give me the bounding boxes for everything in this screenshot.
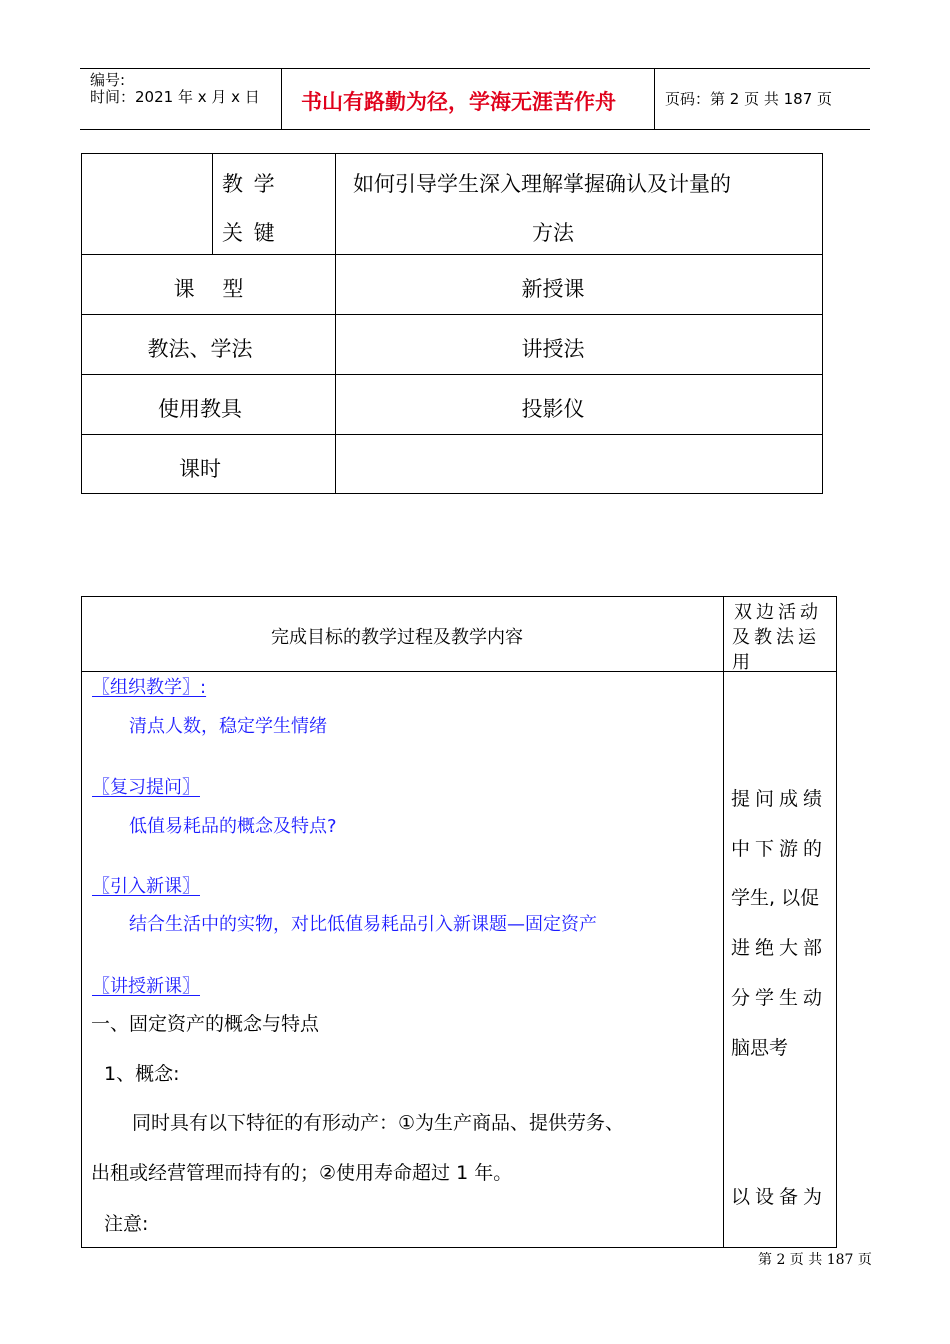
section-intro-text: 结合生活中的实物，对比低值易耗品引入新课题—固定资产: [129, 914, 597, 935]
header-divider-1: [281, 68, 282, 129]
method-label: 教法、学法: [147, 337, 253, 361]
table1-rule: [82, 254, 822, 255]
content-note: 注意:: [104, 1213, 149, 1235]
process-column-header: 完成目标的教学过程及教学内容: [271, 627, 523, 648]
side-note-line: 中下游的: [731, 838, 828, 860]
activity-header-line1: 双边活动: [734, 602, 822, 623]
activity-header-line2: 及教法运: [732, 627, 820, 648]
content-paragraph-line1: 同时具有以下特征的有形动产：①为生产商品、提供劳务、: [132, 1112, 625, 1134]
section-intro-title: 〖引入新课〗: [92, 876, 200, 897]
header-code-label: 编号:: [90, 71, 126, 89]
key-label-line2: 关 键: [222, 221, 277, 245]
section-organize-title: 〖组织教学〗:: [92, 677, 207, 698]
key-value-line1: 如何引导学生深入理解掌握确认及计量的: [353, 172, 731, 196]
side-note-line: 脑思考: [731, 1037, 789, 1059]
header-page-info: 页码：第 2 页 共 187 页: [665, 90, 833, 108]
header-time-label: 时间：2021 年 x 月 x 日: [90, 88, 260, 106]
header-divider-2: [654, 68, 655, 129]
side-note-line: 提问成绩: [731, 788, 828, 810]
content-heading-1: 一、固定资产的概念与特点: [91, 1013, 320, 1035]
section-organize-text: 清点人数，稳定学生情绪: [129, 716, 327, 737]
section-review-text: 低值易耗品的概念及特点?: [129, 816, 337, 837]
header-bottom-rule: [80, 129, 870, 130]
side-note-line: 学生, 以促: [731, 887, 820, 909]
side-note-line: 分学生动: [731, 987, 828, 1009]
table1-rule: [212, 154, 213, 254]
table1-rule: [82, 434, 822, 435]
content-paragraph-line2: 出租或经营管理而持有的；②使用寿命超过 1 年。: [91, 1162, 513, 1184]
content-subheading-1: 1、概念:: [104, 1063, 180, 1085]
tools-label: 使用教具: [158, 397, 242, 421]
lesson-info-table: [81, 153, 823, 494]
teaching-process-table: [81, 596, 837, 1248]
table2-rule: [723, 597, 724, 1247]
side-note-line: 进绝大部: [731, 937, 828, 959]
header-motto: 书山有路勤为径，学海无涯苦作舟: [301, 89, 616, 114]
key-value-line2: 方法: [532, 221, 574, 245]
hours-label: 课时: [179, 457, 221, 481]
section-teach-title: 〖讲授新课〗: [92, 976, 200, 997]
lesson-type-value: 新授课: [521, 277, 585, 301]
page-footer: 第 2 页 共 187 页: [758, 1252, 872, 1268]
key-label-line1: 教 学: [222, 172, 277, 196]
header-top-rule: [80, 68, 870, 69]
table1-rule: [82, 374, 822, 375]
section-review-title: 〖复习提问〗: [92, 777, 200, 798]
table1-rule: [335, 154, 336, 493]
method-value: 讲授法: [521, 337, 585, 361]
activity-header-line3: 用: [732, 652, 750, 673]
lesson-type-label: 课 型: [173, 277, 244, 301]
side-note-2: 以设备为: [731, 1186, 828, 1208]
tools-value: 投影仪: [521, 397, 585, 421]
table1-rule: [82, 314, 822, 315]
